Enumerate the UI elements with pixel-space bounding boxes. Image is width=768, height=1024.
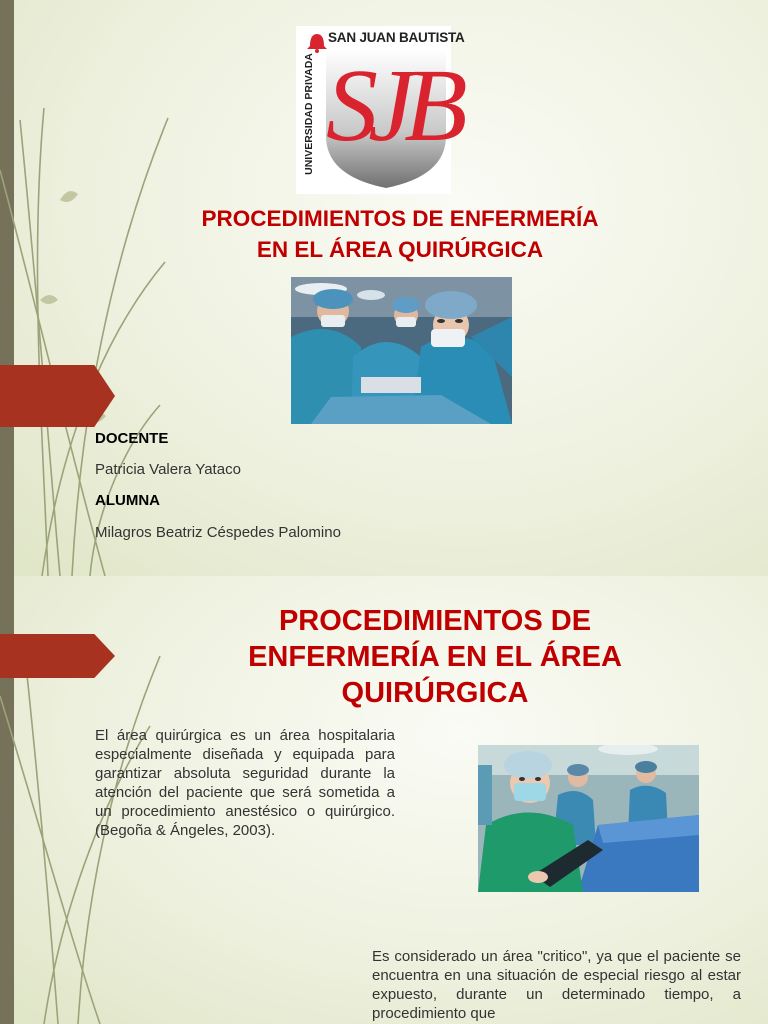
slide1-title-line2: EN EL ÁREA QUIRÚRGICA — [256, 237, 544, 262]
logo-monogram: SJB — [326, 48, 458, 163]
university-logo — [296, 26, 465, 194]
slide2-title-line2: ENFERMERÍA EN EL ÁREA — [248, 641, 622, 673]
slide2-title-line1: PROCEDIMIENTOS DE — [278, 605, 592, 637]
docente-name: Patricia Valera Yataco — [95, 461, 241, 478]
paragraph-2: Es considerado un área "critico", ya que el paciente se encuentra en una situación de especial riesgo al estar expuesto, durante un determinado tiempo, a procedimiento que — [372, 948, 741, 1022]
slide2-title-line3: QUIRÚRGICA — [341, 677, 529, 709]
logo-top-text: SAN JUAN BAUTISTA — [328, 30, 465, 45]
alumna-name: Milagros Beatriz Céspedes Palomino — [95, 524, 341, 541]
nurse-operating-room-photo — [478, 745, 699, 892]
alumna-label: ALUMNA — [95, 492, 160, 509]
arrow-tab — [0, 365, 115, 427]
slide2-title — [170, 603, 700, 711]
arrow-tab — [0, 634, 115, 678]
slide1-title — [100, 203, 700, 265]
paragraph-1: El área quirúrgica es un área hospitalaria especialmente diseñada y equipada para garantizar absoluta seguridad durante la atención del paciente que será sometida a un procedimiento anestésico o quirúrgico. (Begoña & Ángeles, 2003). — [95, 727, 395, 839]
docente-label: DOCENTE — [95, 430, 169, 447]
surgery-team-photo — [291, 277, 512, 424]
slide-2 — [0, 576, 768, 1024]
slide1-title-line1: PROCEDIMIENTOS DE ENFERMERÍA — [201, 206, 599, 231]
decorative-vines — [0, 0, 200, 576]
logo-side-text: UNIVERSIDAD PRIVADA — [303, 53, 315, 175]
